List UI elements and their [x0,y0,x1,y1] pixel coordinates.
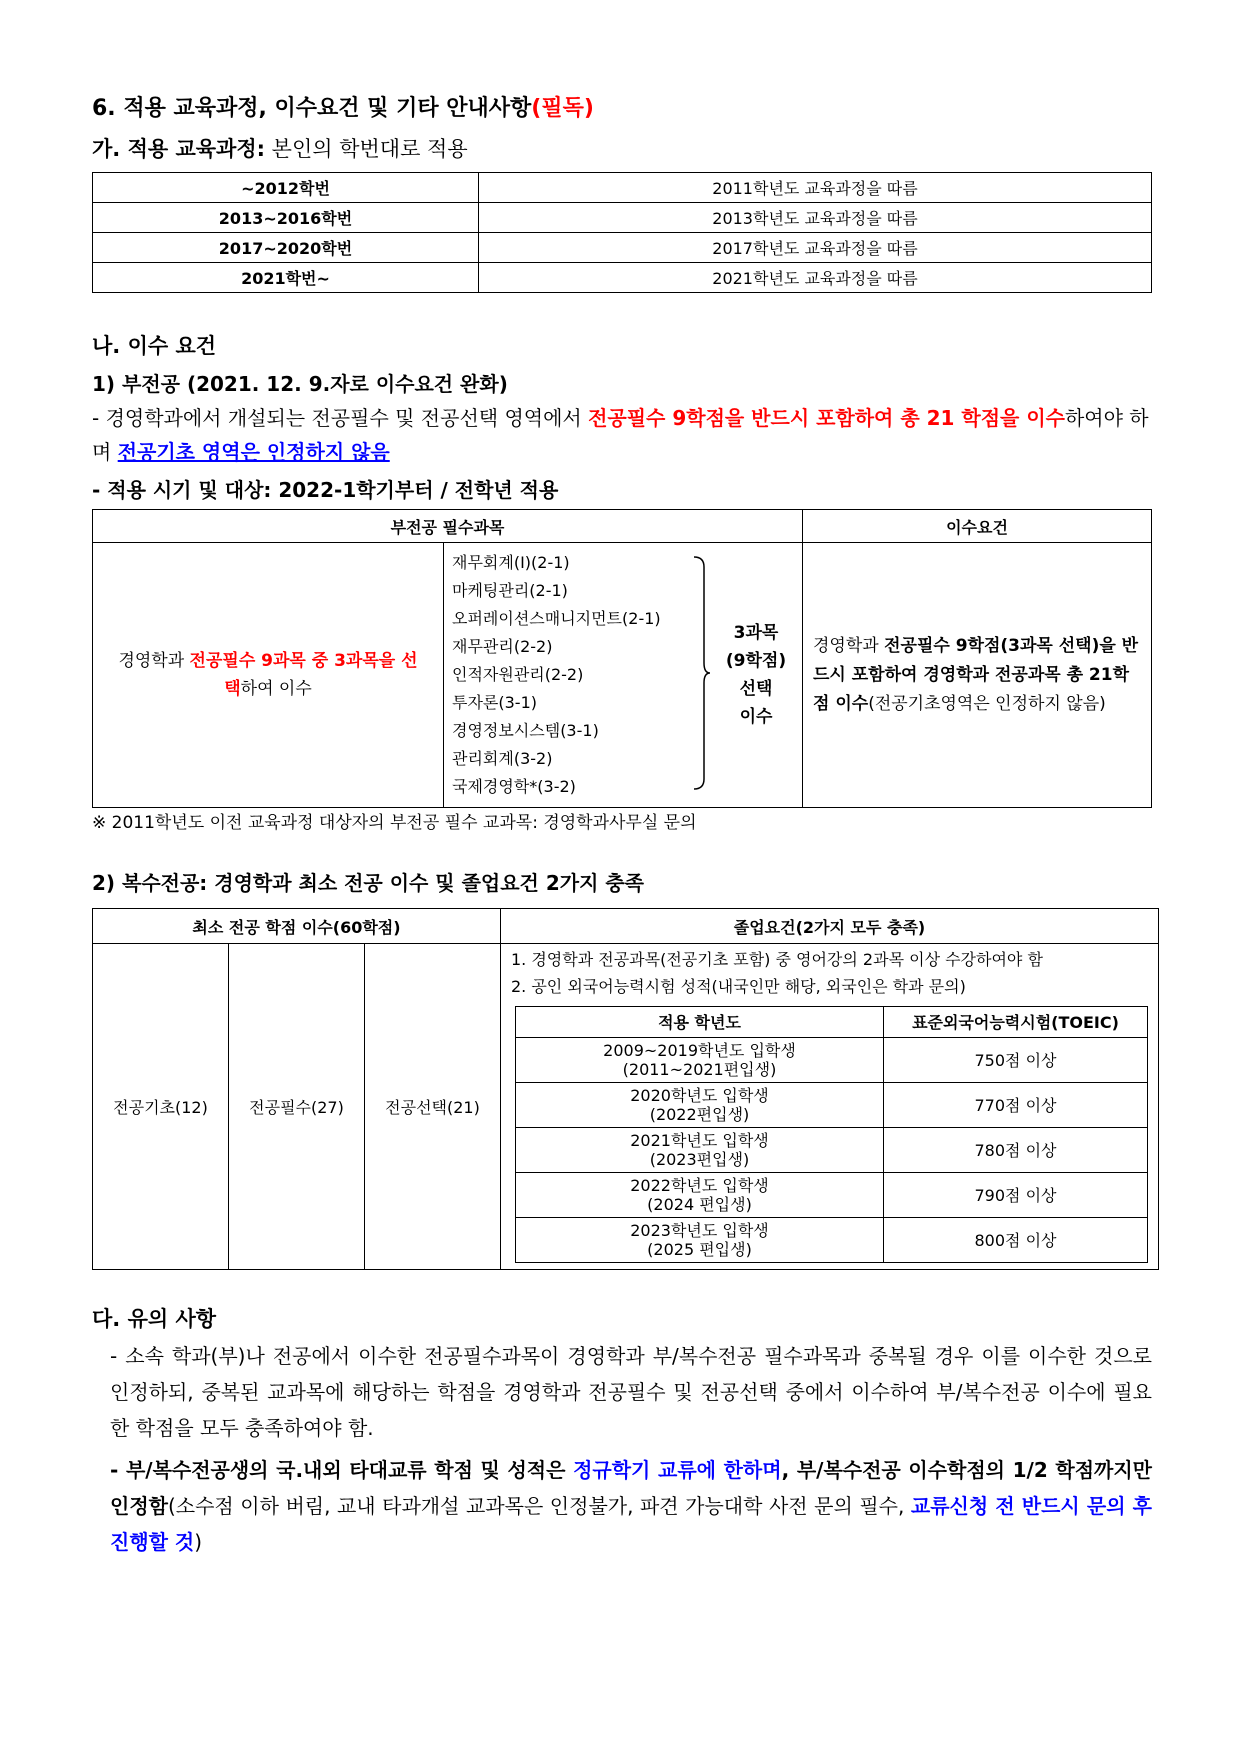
table-row [93,944,1159,1270]
table-header-row [93,510,1152,543]
year-line: 2021학년도 입학생 [630,1131,769,1150]
score-cell: 770점 이상 [884,1083,1148,1128]
course-list-cell [444,543,693,808]
list-item: 마케팅관리(2-1) [452,581,568,600]
year-line: 2020학년도 입학생 [630,1086,769,1105]
table-row [93,263,1152,293]
select-line: 이수 [739,707,773,727]
table-row [93,233,1152,263]
inner-header-score: 표준외국어능력시험(TOEIC) [884,1007,1148,1038]
section-a-desc: 본인의 학번대로 적용 [265,137,468,161]
table-row [516,1083,1148,1128]
minor-req-b: 전공필수 9학점(3과목 선택)을 반드시 포함하여 경영학과 전공과목 총 21학점 이수 [813,635,1139,714]
table-header-row [93,909,1159,944]
minor-bullet-1-blue: 전공기초 영역은 인정하지 않음 [117,440,390,464]
course-list [452,543,692,807]
list-item: 재무관리(2-2) [452,637,553,656]
year-line: (2022편입생) [649,1105,750,1124]
table-header-row [516,1007,1148,1038]
table-row [93,203,1152,233]
minor-bullet-1-b: 하여야 하며 [92,406,1149,464]
double-header-left: 최소 전공 학점 이수(60학점) [93,909,501,944]
table-row [93,173,1152,203]
year-line: 2022학년도 입학생 [630,1176,769,1195]
year-line: 2023학년도 입학생 [630,1221,769,1240]
notice-2-d: ) [194,1530,203,1554]
table-row [516,1128,1148,1173]
minor-left-cell [93,543,444,808]
notice-paragraph-2 [92,1452,1152,1560]
list-item: 투자론(3-1) [452,693,537,712]
notice-paragraph-1: - 소속 학과(부)나 전공에서 이수한 전공필수과목이 경영학과 부/복수전공 필수과목과 중복될 경우 이를 이수한 것으로 인정하되, 중복된 교과목에 해당하는 학점을 경영학과 전공필수 및 전공선택 중에서 이수하여 부/복수전공 이수에 필요한 학점을 모두 충족하여야 함. [110,1344,1152,1440]
table-row [93,543,1152,808]
credit-cell: 전공필수(27) [229,944,365,1270]
rule-cell: 2013학년도 교육과정을 따름 [479,203,1152,233]
minor-req-c: (전공기초영역은 인정하지 않음) [868,693,1106,714]
minor-bullet-1-a: - 경영학과에서 개설되는 전공필수 및 전공선택 영역에서 [92,406,589,430]
list-item: 경영정보시스템(3-1) [452,721,599,740]
year-line: (2024 편입생) [647,1195,752,1214]
section-6-title [92,94,1152,124]
list-item: 관리회계(3-2) [452,749,553,768]
year-cell: 2013~2016학번 [93,203,479,233]
double-major-title: 2) 복수전공: 경영학과 최소 전공 이수 및 졸업요건 2가지 충족 [92,871,644,895]
section-b-title: 나. 이수 요건 [92,334,217,358]
section-c-title: 다. 유의 사항 [92,1307,217,1331]
minor-left-a: 경영학과 [118,651,190,671]
minor-bullet-1-red: 전공필수 9학점을 반드시 포함하여 총 21 학점을 이수 [588,406,1065,430]
score-cell: 800점 이상 [884,1218,1148,1263]
select-line: 3과목 [733,623,779,643]
select-cell [692,543,803,808]
notice-2-a: - 부/복수전공생의 국.내외 타대교류 학점 및 성적은 [110,1458,574,1482]
minor-bullet-2: - 적용 시기 및 대상: 2022-1학기부터 / 전학년 적용 [92,478,559,502]
toeic-table [515,1006,1148,1263]
table-row [516,1218,1148,1263]
list-item: 재무회계(I)(2-1) [452,553,570,572]
year-cell [516,1128,884,1173]
section-a-title: 가. 적용 교육과정: [92,137,265,161]
inner-header-year: 적용 학년도 [516,1007,884,1038]
score-cell: 780점 이상 [884,1128,1148,1173]
table-row [516,1038,1148,1083]
graduation-req-2: 2. 공인 외국어능력시험 성적(내국인만 해당, 외국인은 학과 문의) [511,977,966,996]
curriculum-table [92,172,1152,293]
minor-table [92,509,1152,808]
section-a-heading [92,134,1152,164]
year-line: (2023편입생) [649,1150,750,1169]
graduation-req-cell [501,944,1159,1270]
list-item: 인적자원관리(2-2) [452,665,584,684]
minor-header-left: 부전공 필수과목 [93,510,803,543]
year-cell [516,1173,884,1218]
year-line: 2009~2019학년도 입학생 [603,1041,796,1060]
year-line: (2011~2021편입생) [622,1060,777,1079]
score-cell: 750점 이상 [884,1038,1148,1083]
minor-left-b: 하여 이수 [240,679,312,699]
year-cell [516,1218,884,1263]
list-item: 국제경영학*(3-2) [452,777,576,796]
minor-req-a: 경영학과 [813,635,885,656]
year-cell: 2021학번~ [93,263,479,293]
credit-cell: 전공선택(21) [365,944,501,1270]
rule-cell: 2011학년도 교육과정을 따름 [479,173,1152,203]
minor-note: ※ 2011학년도 이전 교육과정 대상자의 부전공 필수 교과목: 경영학과사무실 문의 [92,813,697,833]
right-brace-icon [692,555,712,791]
double-major-table [92,908,1159,1270]
rule-cell: 2017학년도 교육과정을 따름 [479,233,1152,263]
double-header-right: 졸업요건(2가지 모두 충족) [501,909,1159,944]
credit-cell: 전공기초(12) [93,944,229,1270]
rule-cell: 2021학년도 교육과정을 따름 [479,263,1152,293]
minor-req-cell [803,543,1152,808]
minor-bullet-1 [92,401,1152,469]
notice-2-blue-2: 교류신청 전 반드시 문의 후 진행할 것 [110,1494,1152,1554]
minor-title: 1) 부전공 (2021. 12. 9.자로 이수요건 완화) [92,372,508,396]
year-cell: ~2012학번 [93,173,479,203]
section-6-title-text: 6. 적용 교육과정, 이수요건 및 기타 안내사항 [92,96,532,121]
minor-left-red: 전공필수 9과목 중 3과목을 선택 [189,651,418,699]
minor-header-right: 이수요건 [803,510,1152,543]
notice-2-b: , 부/복수전공 이수학점의 1/2 학점까지만 인정함 [110,1458,1152,1518]
graduation-req-1: 1. 경영학과 전공과목(전공기초 포함) 중 영어강의 2과목 이상 수강하여야 함 [511,950,1043,969]
year-cell [516,1038,884,1083]
year-cell: 2017~2020학번 [93,233,479,263]
year-cell [516,1083,884,1128]
list-item: 오퍼레이션스매니지먼트(2-1) [452,609,661,628]
notice-2-blue-1: 정규학기 교류에 한하며 [573,1458,782,1482]
must-read-badge: (필독) [531,96,594,121]
select-line: 선택 [739,679,773,699]
select-line: (9학점) [725,651,787,671]
score-cell: 790점 이상 [884,1173,1148,1218]
year-line: (2025 편입생) [647,1240,752,1259]
table-row [516,1173,1148,1218]
document-page [92,94,1152,1560]
notice-2-c: (소수점 이하 버림, 교내 타과개설 교과목은 인정불가, 파견 가능대학 사전 문의 필수, [167,1494,911,1518]
